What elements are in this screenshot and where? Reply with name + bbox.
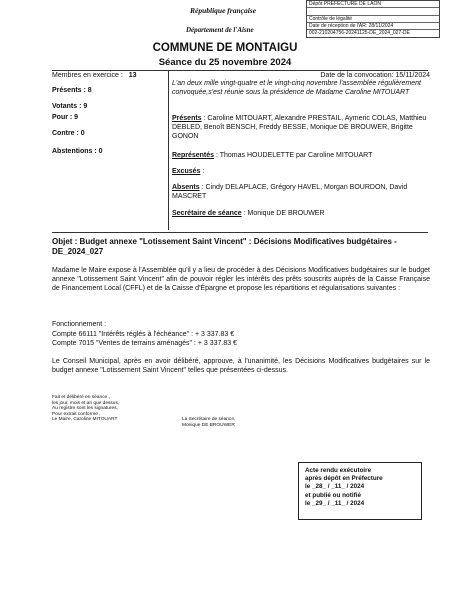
date-convocation: Date de la convocation: 15/11/2024	[320, 72, 430, 79]
prefecture-stamp	[306, 0, 440, 38]
expose-paragraph: Madame le Maire expose à l'Assemblée qu'il y a lieu de procéder à des Décisions Modificatives budgétaires sur le budget annexe "Lotissement Saint Vincent" afin de pouvoir régler les intérêts des prêts souscrits auprès de la Caisse Française de Financement Local (CFFL) et de la Caisse d'Épargne et propose les répartitions et régularisations suivantes :	[52, 267, 430, 292]
representes-label: Représentés	[172, 152, 215, 159]
membres-row	[52, 72, 137, 79]
secretaire-block	[172, 209, 428, 218]
secretaire-label: Secrétaire de séance	[172, 210, 242, 217]
republique-label: République française	[190, 6, 257, 15]
stamp-line: Contrôle de légalité	[307, 16, 439, 23]
fonctionnement-label: Fonctionnement :	[52, 321, 107, 328]
acte-line: le _28_ / _11_ / 2024	[305, 483, 365, 491]
objet-title: Objet : Budget annexe "Lotissement Saint Vincent" : Décisions Modificatives budgétaires - DE_2024_027	[52, 237, 397, 256]
presents-block	[172, 114, 428, 141]
pour-count: Pour : 9	[52, 114, 79, 121]
signature-block-left	[52, 395, 172, 423]
stamp-line: 002-210204756-20241125-DE_2024_027-DE	[309, 30, 410, 37]
divider	[52, 232, 428, 233]
acte-executoire-box	[298, 462, 422, 520]
absents-block	[172, 183, 428, 201]
excuses-text: :	[200, 168, 205, 175]
absents-label: Absents	[172, 184, 200, 191]
compte-66111-line: Compte 66111 "Intérêts réglés à l'échéance" : + 3 337.83 €	[52, 331, 235, 338]
membres-label: Membres en exercice :	[52, 72, 123, 79]
representes-block	[172, 151, 428, 160]
stamp-line: Date de réception de l'AR: 28/11/2024	[307, 23, 439, 30]
acte-line: Acte rendu exécutoire	[305, 467, 372, 474]
departement-label: Département de l'Aisne	[186, 26, 254, 34]
footer-line: Fait et délibéré en séance ,	[52, 395, 110, 400]
divider	[168, 70, 169, 230]
representes-text: : Thomas HOUDELETTE par Caroline MITOUART	[214, 152, 373, 159]
votants-count: Votants : 9	[52, 103, 88, 110]
acte-line: après dépôt en Préfecture	[305, 475, 383, 483]
excuses-block	[172, 167, 428, 176]
acte-line: le _29_ / _11_ / 2024	[305, 499, 365, 507]
absents-text: : Cindy DELAPLACE, Grégory HAVEL, Morgan BOURDON, David MASCRET	[172, 184, 408, 200]
footer-line: La Secrétaire de séance,	[182, 417, 236, 422]
presents-text: : Caroline MITOUART, Alexandre PRESTAIL, Aymeric COLAS, Matthieu DEBLED, Benoît BENSCH, Freddy BESSE, Monique DE BROUWER, Brigitte GONON	[172, 115, 427, 140]
secretaire-text: : Monique DE BROUWER	[241, 210, 325, 217]
presents-label: Présents	[172, 115, 202, 122]
contre-count: Contre : 0	[52, 130, 85, 137]
footer-line: Le Maire, Caroline MITOUART	[52, 417, 118, 422]
stamp-line	[307, 8, 439, 15]
decision-paragraph: Le Conseil Municipal, après en avoir délibéré, approuve, à l'unanimité, les Décisions Modificatives budgétaires sur le budget annexe "Lotissement Saint Vincent" telles que présentées ci-dessus.	[52, 358, 430, 374]
signature-block-right	[182, 417, 302, 428]
footer-line: Pour extrait conforme ,	[52, 411, 101, 417]
acte-line: et publié ou notifié	[305, 491, 361, 499]
stamp-line: Dépôt PREFECTURE DE LAON	[307, 1, 439, 8]
compte-7015-line: Compte 7015 "Ventes de terrains aménagés" : + 3 337.83 €	[52, 340, 237, 347]
excuses-label: Excusés	[172, 168, 201, 175]
intro-text: L'an deux mille vingt-quatre et le vingt-cinq novembre l'assemblée régulièrement convoquée,s'est réunie sous la présidence de Madame Caroline MITOUART	[172, 80, 421, 96]
seance-title: Séance du 25 novembre 2024	[158, 57, 292, 68]
footer-line: Monique DE BROUWER	[182, 422, 235, 428]
presents-count: Présents : 8	[52, 87, 92, 94]
footer-line: Au registre sont les signatures,	[52, 406, 118, 411]
footer-line: les jour, mois et an que dessus,	[52, 400, 120, 406]
abstentions-count: Abstentions : 0	[52, 148, 103, 155]
commune-title: COMMUNE DE MONTAIGU	[152, 42, 298, 54]
membres-value: 13	[128, 72, 137, 79]
